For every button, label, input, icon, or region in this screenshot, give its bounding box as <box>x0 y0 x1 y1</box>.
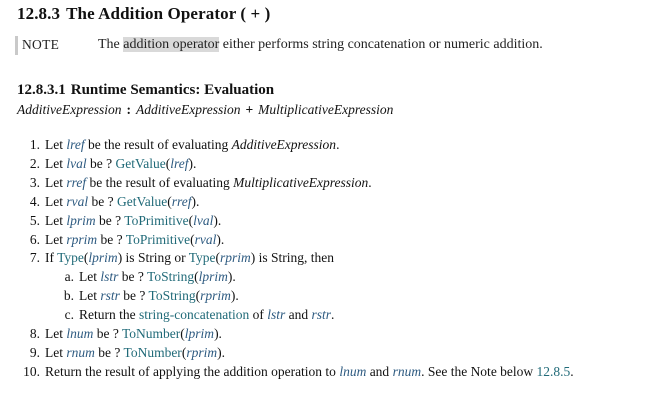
step-number: 7. <box>29 250 40 266</box>
variable-ref[interactable]: lstr <box>100 269 119 285</box>
step-text <box>45 136 339 154</box>
step-text-run: ). <box>214 326 222 341</box>
step-text <box>79 306 334 324</box>
step-text-run: and <box>285 307 312 323</box>
variable-ref[interactable]: lval <box>193 212 214 228</box>
note-text-after: either performs string concatenation or numeric addition. <box>219 37 543 52</box>
step-text-run: ( <box>190 231 195 247</box>
step-text-run: ). <box>216 231 225 247</box>
step-text-run: . See the Note below <box>421 363 537 379</box>
grammar-plus: + <box>245 102 254 117</box>
variable-ref[interactable]: rref <box>171 193 192 209</box>
step-number: b. <box>63 288 74 304</box>
step-text-run: be ? <box>94 344 124 360</box>
step-text-run: ). <box>217 344 225 360</box>
section-heading <box>17 4 270 24</box>
step-text-run: Let <box>79 288 101 304</box>
step-text-run: ( <box>188 212 194 228</box>
step-text-run: Let <box>79 269 101 285</box>
step-text-run: be the result of evaluating <box>86 174 234 190</box>
abstract-op-link[interactable]: GetValue <box>115 155 166 171</box>
step-text-run: be ? <box>86 155 116 171</box>
step-text <box>45 212 221 230</box>
step-text-run: of <box>249 307 268 323</box>
step-text-run: be ? <box>93 326 122 341</box>
abstract-op-link[interactable]: Type <box>188 250 216 266</box>
step-text-run: Let <box>45 174 67 190</box>
section-number: 12.8.3 <box>17 4 61 23</box>
variable-ref[interactable]: lprim <box>88 250 118 266</box>
step-text <box>45 325 222 343</box>
subsection-number: 12.8.3.1 <box>17 82 66 98</box>
step-text-run: Return the <box>79 307 139 323</box>
step-text-run: ). <box>230 288 239 304</box>
note-label: NOTE <box>22 37 60 52</box>
abstract-op-link[interactable]: Type <box>57 250 84 266</box>
step-text-run: . <box>368 174 372 190</box>
step-text-run: be ? <box>118 269 148 285</box>
variable-ref[interactable]: lref <box>170 155 189 171</box>
subsection-title: Runtime Semantics: Evaluation <box>70 82 275 98</box>
variable-ref[interactable]: lref <box>66 137 85 152</box>
step-text-run: Let <box>45 326 67 341</box>
step-text-run: and <box>366 363 393 379</box>
variable-ref[interactable]: lprim <box>198 269 228 285</box>
variable-ref[interactable]: lnum <box>66 326 94 341</box>
variable-ref[interactable]: lstr <box>267 307 286 323</box>
step-number: 6. <box>29 231 40 247</box>
step-text-run: Let <box>45 212 67 228</box>
step-text <box>45 249 334 267</box>
abstract-op-link[interactable]: ToNumber <box>123 344 182 360</box>
step-text-run: ( <box>180 326 185 341</box>
step-text-run: be ? <box>88 193 117 209</box>
step-text-run: be ? <box>95 212 125 228</box>
step-text-run: ( <box>215 250 220 266</box>
step-text-run: be the result of evaluating <box>84 137 232 152</box>
step-text <box>45 193 199 211</box>
step-text <box>79 287 239 305</box>
grammar-lhs: AdditiveExpression <box>17 102 122 117</box>
step-text-run: Let <box>45 137 67 152</box>
abstract-op-link[interactable]: ToPrimitive <box>124 212 189 228</box>
grammar-colon: : <box>126 102 131 117</box>
step-text-run: ) is String or <box>117 250 189 266</box>
step-text-run: ( <box>194 269 199 285</box>
step-text-run: be ? <box>97 231 126 247</box>
note-box <box>15 34 635 56</box>
step-text-run: ). <box>213 212 222 228</box>
note-text-before: The <box>98 37 124 52</box>
step-text-run: . <box>331 307 335 323</box>
step-number: 10. <box>23 363 40 379</box>
step-text <box>45 231 224 249</box>
step-number: 9. <box>29 344 40 360</box>
step-text-run: ( <box>165 155 171 171</box>
step-number: 3. <box>29 174 40 190</box>
step-number: 8. <box>29 326 40 341</box>
step-number: a. <box>64 269 74 285</box>
step-text-run: Let <box>45 344 67 360</box>
step-text-run: ( <box>83 250 89 266</box>
variable-ref[interactable]: rnum <box>392 363 422 379</box>
subsection-heading <box>17 82 274 99</box>
variable-ref[interactable]: rprim <box>66 231 98 247</box>
variable-ref[interactable]: rref <box>66 174 87 190</box>
step-number: 2. <box>29 155 40 171</box>
abstract-op-link[interactable]: string-concatenation <box>139 307 250 323</box>
step-text-run: be ? <box>119 288 149 304</box>
step-text-run: If <box>45 250 58 266</box>
section-title: The Addition Operator ( + ) <box>66 4 271 23</box>
step-text <box>45 363 574 381</box>
variable-ref[interactable]: lnum <box>339 363 367 379</box>
step-text-run: ) is String, then <box>250 250 335 266</box>
variable-ref[interactable]: lprim <box>184 326 215 341</box>
grammar-rhs-2: MultiplicativeExpression <box>258 102 394 117</box>
section-link[interactable]: 12.8.5 <box>536 363 571 379</box>
step-text-run: Let <box>45 193 67 209</box>
step-text <box>45 174 372 192</box>
abstract-op-link[interactable]: GetValue <box>116 193 168 209</box>
step-number: c. <box>64 307 74 323</box>
note-highlight[interactable]: addition operator <box>123 37 220 52</box>
step-text-run: Let <box>45 231 67 247</box>
variable-ref[interactable]: rprim <box>220 250 251 266</box>
variable-ref[interactable]: rval <box>66 193 89 209</box>
variable-ref[interactable]: lprim <box>66 212 96 228</box>
abstract-op-link[interactable]: ToString <box>148 288 196 304</box>
nonterminal[interactable]: MultiplicativeExpression <box>233 174 369 190</box>
step-text-run: Let <box>45 155 67 171</box>
variable-ref[interactable]: rval <box>194 231 217 247</box>
grammar-rhs-1: AdditiveExpression <box>135 102 241 117</box>
nonterminal[interactable]: AdditiveExpression <box>231 137 337 152</box>
abstract-op-link[interactable]: ToPrimitive <box>125 231 191 247</box>
step-text-run: ). <box>191 193 200 209</box>
abstract-op-link[interactable]: ToString <box>147 269 195 285</box>
variable-ref[interactable]: rprim <box>186 344 218 360</box>
abstract-op-link[interactable]: ToNumber <box>122 326 181 341</box>
step-text <box>45 155 196 173</box>
step-text-run: Return the result of applying the addition operation to <box>45 363 340 379</box>
note-bar <box>15 36 18 55</box>
variable-ref[interactable]: rstr <box>100 288 120 304</box>
step-text <box>45 344 225 362</box>
step-number: 4. <box>29 193 40 209</box>
variable-ref[interactable]: lval <box>66 155 87 171</box>
step-text-run: . <box>336 137 340 152</box>
step-number: 1. <box>29 137 40 152</box>
step-number: 5. <box>29 212 40 228</box>
note-text <box>98 37 543 53</box>
step-text-run: ( <box>167 193 172 209</box>
step-text-run: ( <box>195 288 201 304</box>
step-text <box>79 268 236 286</box>
variable-ref[interactable]: rnum <box>66 344 95 360</box>
step-text-run: ). <box>227 269 236 285</box>
step-text-run: ( <box>181 344 187 360</box>
grammar-production <box>17 102 393 118</box>
step-text-run: ). <box>188 155 197 171</box>
variable-ref[interactable]: rprim <box>200 288 231 304</box>
step-text-run: . <box>570 363 574 379</box>
variable-ref[interactable]: rstr <box>311 307 331 323</box>
